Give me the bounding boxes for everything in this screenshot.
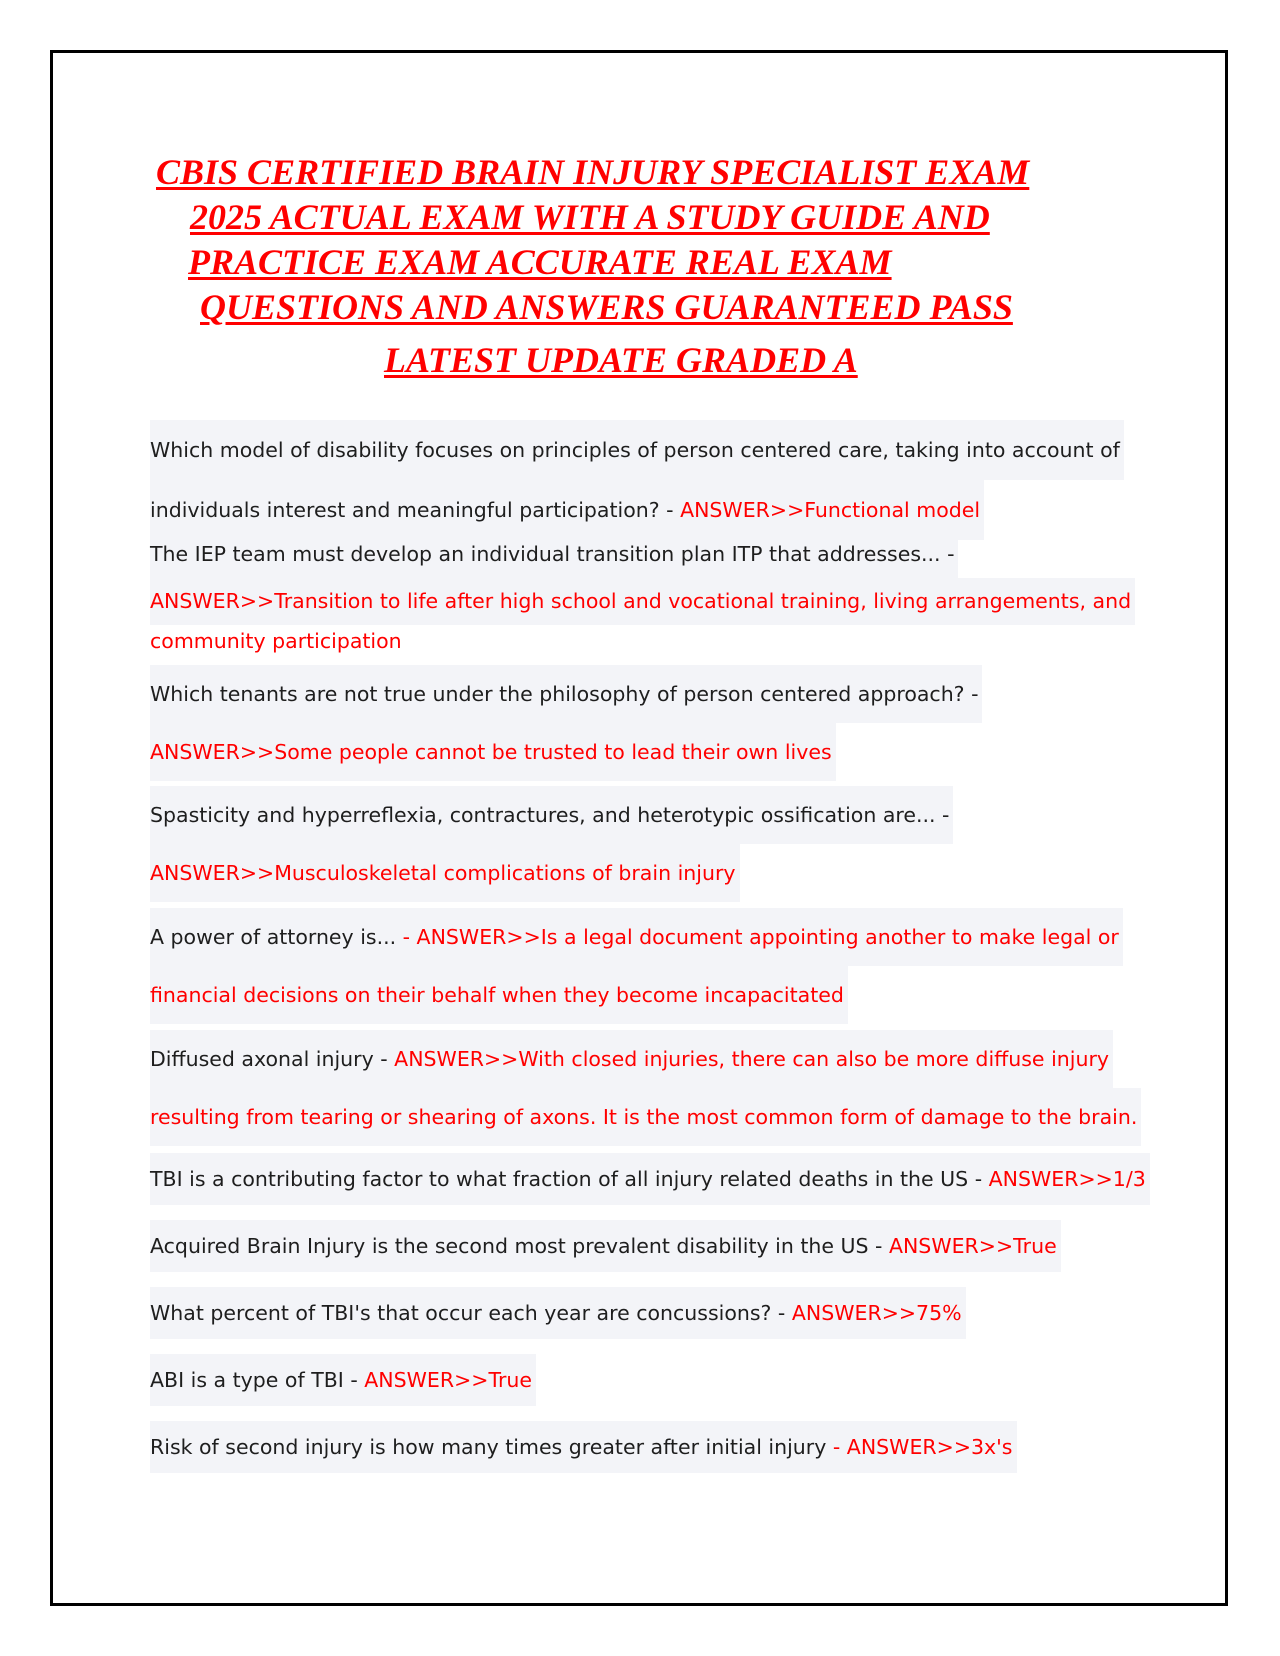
qa-item bbox=[150, 1354, 536, 1406]
qa-item bbox=[150, 1030, 1141, 1146]
question-text: Which model of disability focuses on principles of person centered care, taking into account of bbox=[150, 420, 1124, 480]
qa-item bbox=[150, 420, 1124, 540]
answer-text: ANSWER>>1/3 bbox=[988, 1167, 1146, 1191]
qa-item bbox=[150, 1220, 1061, 1272]
answer-text: ANSWER>>Musculoskeletal complications of brain injury bbox=[150, 844, 740, 902]
question-text: Which tenants are not true under the philosophy of person centered approach? - bbox=[150, 665, 982, 723]
question-text: What percent of TBI's that occur each year are concussions? - bbox=[150, 1301, 792, 1325]
question-text: individuals interest and meaningful participation? - bbox=[150, 498, 681, 522]
answer-text: community participation bbox=[150, 629, 402, 653]
question-text: Diffused axonal injury - bbox=[150, 1047, 395, 1071]
answer-text: ANSWER>>75% bbox=[791, 1301, 962, 1325]
answer-text: financial decisions on their behalf when they become incapacitated bbox=[150, 966, 848, 1024]
title-line: PRACTICE EXAM ACCURATE REAL EXAM bbox=[188, 242, 892, 282]
qa-item bbox=[150, 665, 982, 781]
answer-text: resulting from tearing or shearing of axons. It is the most common form of damage to the brain. bbox=[150, 1088, 1141, 1146]
question-text: TBI is a contributing factor to what fraction of all injury related deaths in the US - bbox=[150, 1167, 989, 1191]
answer-text: ANSWER>>Transition to life after high school and vocational training, living arrangements, and bbox=[150, 578, 1135, 625]
title-line: LATEST UPDATE GRADED A bbox=[384, 340, 858, 380]
answer-text: - ANSWER>>3x's bbox=[832, 1435, 1013, 1459]
qa-item bbox=[150, 786, 953, 902]
question-text: The IEP team must develop an individual transition plan ITP that addresses... - bbox=[150, 531, 958, 578]
question-text: ABI is a type of TBI - bbox=[150, 1368, 365, 1392]
answer-text: ANSWER>>Functional model bbox=[680, 498, 981, 522]
question-text: Spasticity and hyperreflexia, contractures, and heterotypic ossification are... - bbox=[150, 786, 953, 844]
question-text: Acquired Brain Injury is the second most prevalent disability in the US - bbox=[150, 1234, 889, 1258]
qa-item bbox=[150, 531, 1135, 658]
answer-text: ANSWER>>True bbox=[888, 1234, 1057, 1258]
qa-item bbox=[150, 908, 1123, 1024]
answer-text: ANSWER>>True bbox=[364, 1368, 533, 1392]
question-text: Risk of second injury is how many times greater after initial injury bbox=[150, 1435, 833, 1459]
qa-item bbox=[150, 1287, 966, 1339]
title-line: QUESTIONS AND ANSWERS GUARANTEED PASS bbox=[200, 287, 1013, 327]
qa-item bbox=[150, 1153, 1150, 1205]
answer-text: ANSWER>>With closed injuries, there can also be more diffuse injury bbox=[394, 1047, 1109, 1071]
document-title bbox=[150, 150, 1130, 383]
question-text: A power of attorney is... bbox=[150, 925, 403, 949]
qa-item bbox=[150, 1421, 1017, 1473]
title-line: CBIS CERTIFIED BRAIN INJURY SPECIALIST EXAM bbox=[156, 152, 1030, 192]
answer-text: ANSWER>>Some people cannot be trusted to lead their own lives bbox=[150, 723, 836, 781]
answer-text: - ANSWER>>Is a legal document appointing another to make legal or bbox=[402, 925, 1119, 949]
title-line: 2025 ACTUAL EXAM WITH A STUDY GUIDE AND bbox=[190, 197, 990, 237]
